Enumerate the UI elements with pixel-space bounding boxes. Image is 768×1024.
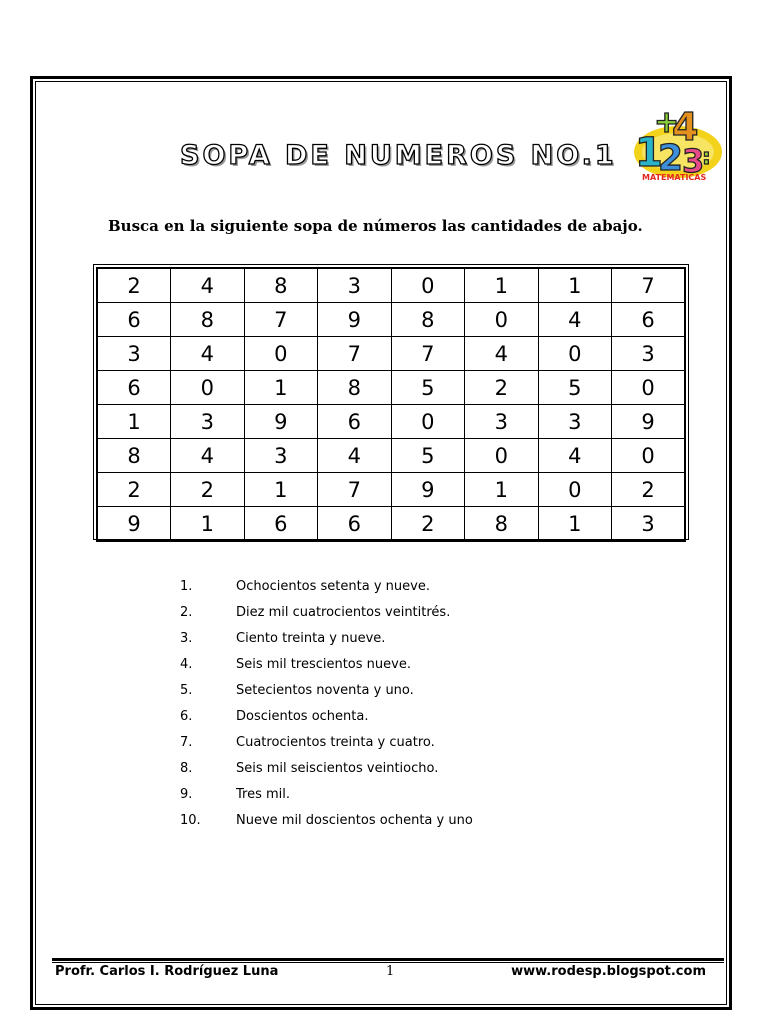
grid-cell: 4 bbox=[318, 439, 392, 473]
footer-divider bbox=[52, 958, 724, 961]
clue-text: Seis mil seiscientos veintiocho. bbox=[236, 761, 439, 776]
clue-number: 9. bbox=[180, 787, 193, 802]
instruction-text: Busca en la siguiente sopa de números las cantidades de abajo. bbox=[108, 217, 643, 235]
grid-cell: 0 bbox=[612, 371, 686, 405]
clue-number: 5. bbox=[180, 683, 193, 698]
number-search-grid bbox=[93, 264, 689, 540]
grid-cell: 9 bbox=[97, 507, 171, 542]
clue-text: Tres mil. bbox=[236, 787, 291, 802]
grid-cell: 3 bbox=[244, 439, 318, 473]
footer-author: Profr. Carlos I. Rodríguez Luna bbox=[55, 964, 279, 979]
clue-text: Ciento treinta y nueve. bbox=[236, 631, 386, 646]
grid-cell: 5 bbox=[391, 439, 465, 473]
grid-cell: 4 bbox=[538, 303, 612, 337]
grid-cell: 0 bbox=[612, 439, 686, 473]
clue-text: Seis mil trescientos nueve. bbox=[236, 657, 411, 672]
clue-number: 10. bbox=[180, 813, 201, 828]
logo-caption: MATEMATICAS bbox=[642, 173, 707, 182]
grid-row bbox=[97, 268, 685, 303]
grid-cell: 5 bbox=[391, 371, 465, 405]
grid-cell: 7 bbox=[318, 473, 392, 507]
grid-cell: 6 bbox=[97, 371, 171, 405]
clue-item bbox=[180, 758, 600, 784]
grid-cell: 3 bbox=[318, 268, 392, 303]
clue-number: 6. bbox=[180, 709, 193, 724]
grid-cell: 0 bbox=[244, 337, 318, 371]
grid-row bbox=[97, 507, 685, 542]
clue-number: 3. bbox=[180, 631, 193, 646]
clue-item bbox=[180, 732, 600, 758]
math-numbers-logo-icon bbox=[632, 100, 724, 186]
grid-cell: 9 bbox=[612, 405, 686, 439]
clue-number: 2. bbox=[180, 605, 193, 620]
grid-cell: 3 bbox=[97, 337, 171, 371]
grid-cell: 2 bbox=[171, 473, 245, 507]
clue-item bbox=[180, 706, 600, 732]
grid-cell: 9 bbox=[391, 473, 465, 507]
clue-item bbox=[180, 628, 600, 654]
grid-cell: 2 bbox=[612, 473, 686, 507]
grid-cell: 9 bbox=[318, 303, 392, 337]
grid-cell: 1 bbox=[97, 405, 171, 439]
grid-cell: 0 bbox=[391, 268, 465, 303]
clue-item bbox=[180, 784, 600, 810]
grid-cell: 6 bbox=[612, 303, 686, 337]
grid-cell: 6 bbox=[97, 303, 171, 337]
grid-cell: 8 bbox=[97, 439, 171, 473]
svg-text:3: 3 bbox=[682, 142, 705, 180]
grid-cell: 0 bbox=[391, 405, 465, 439]
clue-text: Diez mil cuatrocientos veintitrés. bbox=[236, 605, 451, 620]
grid-row bbox=[97, 371, 685, 405]
clue-text: Ochocientos setenta y nueve. bbox=[236, 579, 430, 594]
grid-cell: 8 bbox=[465, 507, 539, 542]
clue-item bbox=[180, 576, 600, 602]
grid-row bbox=[97, 337, 685, 371]
clue-list bbox=[180, 576, 600, 836]
grid-cell: 9 bbox=[244, 405, 318, 439]
grid-cell: 4 bbox=[171, 439, 245, 473]
clue-text: Nueve mil doscientos ochenta y uno bbox=[236, 813, 473, 828]
grid-cell: 8 bbox=[391, 303, 465, 337]
grid-row bbox=[97, 303, 685, 337]
number-grid-table bbox=[96, 267, 686, 542]
grid-cell: 4 bbox=[171, 337, 245, 371]
grid-cell: 7 bbox=[612, 268, 686, 303]
grid-cell: 4 bbox=[465, 337, 539, 371]
grid-cell: 5 bbox=[538, 371, 612, 405]
page-title: SOPA DE NUMEROS NO.1 bbox=[180, 140, 617, 171]
grid-cell: 2 bbox=[391, 507, 465, 542]
grid-cell: 8 bbox=[171, 303, 245, 337]
grid-cell: 3 bbox=[538, 405, 612, 439]
grid-cell: 1 bbox=[465, 473, 539, 507]
grid-row bbox=[97, 439, 685, 473]
clue-item bbox=[180, 680, 600, 706]
grid-cell: 7 bbox=[318, 337, 392, 371]
grid-cell: 1 bbox=[244, 473, 318, 507]
grid-row bbox=[97, 405, 685, 439]
grid-cell: 8 bbox=[244, 268, 318, 303]
svg-text:4: 4 bbox=[672, 105, 699, 149]
grid-cell: 1 bbox=[538, 507, 612, 542]
grid-cell: 7 bbox=[244, 303, 318, 337]
grid-cell: 0 bbox=[171, 371, 245, 405]
grid-cell: 6 bbox=[318, 405, 392, 439]
clue-text: Setecientos noventa y uno. bbox=[236, 683, 414, 698]
grid-cell: 3 bbox=[171, 405, 245, 439]
clue-number: 8. bbox=[180, 761, 193, 776]
grid-cell: 0 bbox=[538, 473, 612, 507]
grid-cell: 0 bbox=[465, 303, 539, 337]
grid-cell: 3 bbox=[612, 507, 686, 542]
grid-cell: 8 bbox=[318, 371, 392, 405]
grid-cell: 3 bbox=[465, 405, 539, 439]
svg-text::: : bbox=[702, 145, 711, 170]
grid-cell: 4 bbox=[538, 439, 612, 473]
grid-cell: 1 bbox=[244, 371, 318, 405]
clue-item bbox=[180, 810, 600, 836]
grid-cell: 3 bbox=[612, 337, 686, 371]
grid-cell: 2 bbox=[465, 371, 539, 405]
grid-cell: 6 bbox=[318, 507, 392, 542]
grid-cell: 1 bbox=[465, 268, 539, 303]
clue-item bbox=[180, 654, 600, 680]
clue-item bbox=[180, 602, 600, 628]
grid-cell: 7 bbox=[391, 337, 465, 371]
clue-text: Cuatrocientos treinta y cuatro. bbox=[236, 735, 435, 750]
svg-text:+: + bbox=[654, 105, 680, 140]
footer-page-number: 1 bbox=[386, 964, 395, 979]
clue-number: 4. bbox=[180, 657, 193, 672]
clue-number: 1. bbox=[180, 579, 193, 594]
svg-text:2: 2 bbox=[658, 138, 684, 179]
grid-cell: 2 bbox=[97, 473, 171, 507]
footer-website: www.rodesp.blogspot.com bbox=[511, 964, 706, 979]
grid-row bbox=[97, 473, 685, 507]
grid-cell: 1 bbox=[171, 507, 245, 542]
grid-cell: 1 bbox=[538, 268, 612, 303]
grid-cell: 0 bbox=[465, 439, 539, 473]
grid-cell: 4 bbox=[171, 268, 245, 303]
grid-cell: 0 bbox=[538, 337, 612, 371]
grid-cell: 2 bbox=[97, 268, 171, 303]
svg-text:1: 1 bbox=[635, 130, 663, 176]
grid-cell: 6 bbox=[244, 507, 318, 542]
clue-text: Doscientos ochenta. bbox=[236, 709, 369, 724]
clue-number: 7. bbox=[180, 735, 193, 750]
